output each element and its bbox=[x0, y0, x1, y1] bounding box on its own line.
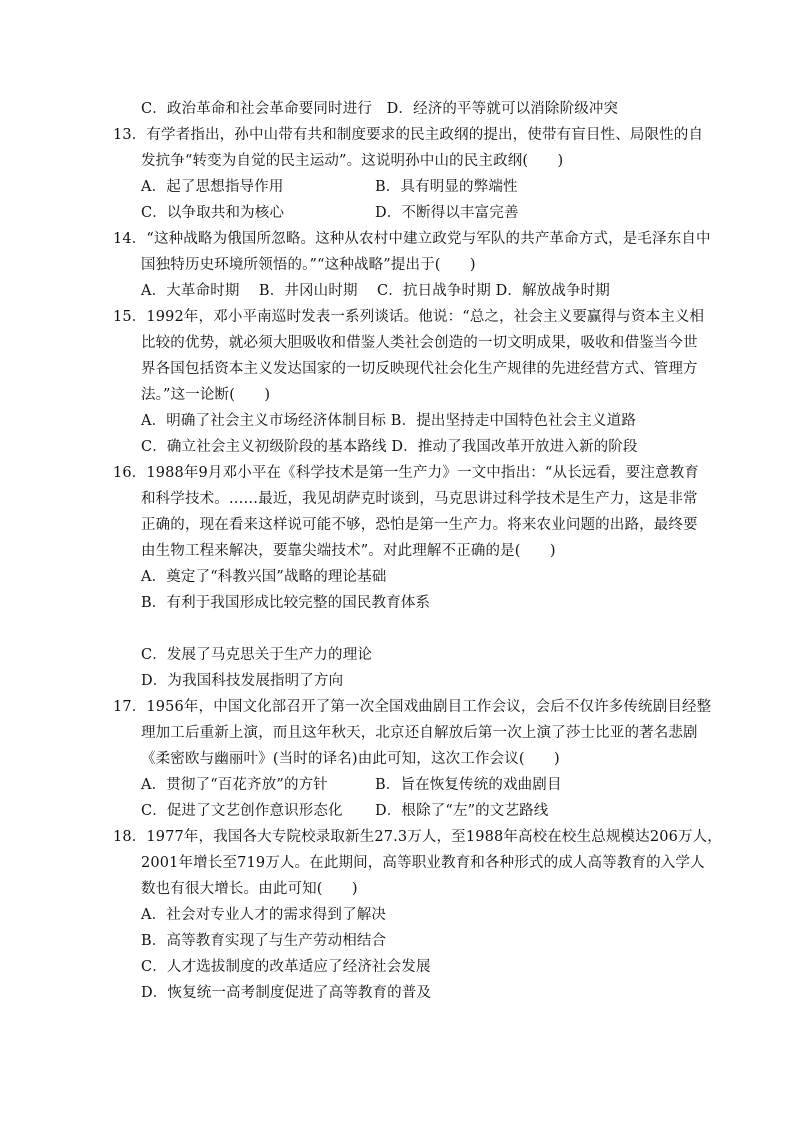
q16-stem-line-4: 由生物工程来解决，要靠尖端技术”。对此理解不正确的是( ) bbox=[141, 543, 556, 559]
q15-options-ab: A．明确了社会主义市场经济体制目标 B．提出坚持走中国特色社会主义道路 bbox=[141, 413, 636, 429]
q17-stem-line-3: 《柔密欧与幽丽叶》(当时的译名)由此可知，这次工作会议( ) bbox=[141, 751, 560, 767]
q18-stem-line-3: 数也有很大增长。由此可知( ) bbox=[141, 881, 358, 897]
q13-option-a: A．起了思想指导作用 bbox=[141, 179, 284, 195]
q15-options-cd: C．确立社会主义初级阶段的基本路线 D．推动了我国改革开放进入新的阶段 bbox=[141, 439, 638, 455]
q18-option-a: A．社会对专业人才的需求得到了解决 bbox=[141, 907, 387, 923]
q18-option-b: B．高等教育实现了与生产劳动相结合 bbox=[141, 933, 387, 949]
q15-stem-line-4: 法。”这一论断( ) bbox=[141, 387, 271, 403]
q16-stem-line-1: 16．1988年9月邓小平在《科学技术是第一生产力》一文中指出：“从长远看，要注意教育 bbox=[113, 465, 699, 481]
q18-stem-line-2: 2001年增长至719万人。在此期间，高等职业教育和各种形式的成人高等教育的入学人 bbox=[141, 855, 705, 871]
q17-stem-line-1: 17．1956年，中国文化部召开了第一次全国戏曲剧目工作会议，会后不仅许多传统剧目经整 bbox=[113, 699, 712, 715]
q17-stem-line-2: 理加工后重新上演，而且这年秋天，北京还自解放后第一次上演了莎士比亚的著名悲剧 bbox=[141, 725, 698, 741]
q14-options: A．大革命时期 B．井冈山时期 C．抗日战争时期 D．解放战争时期 bbox=[141, 283, 610, 299]
q16-option-b: B．有利于我国形成比较完整的国民教育体系 bbox=[141, 595, 431, 611]
q14-stem-line-2: 国独特历史环境所领悟的。”“这种战略”提出于( ) bbox=[141, 257, 476, 273]
q15-stem-line-2: 比较的优势，就必须大胆吸收和借鉴人类社会创造的一切文明成果，吸收和借鉴当今世 bbox=[141, 335, 698, 351]
q13-option-b: B．具有明显的弊端性 bbox=[375, 179, 518, 195]
q14-stem-line-1: 14．“这种战略为俄国所忽略。这种从农村中建立政党与军队的共产革命方式，是毛泽东自中 bbox=[113, 231, 711, 247]
q18-option-d: D．恢复统一高考制度促进了高等教育的普及 bbox=[141, 985, 432, 1001]
q18-stem-line-1: 18．1977年，我国各大专院校录取新生27.3万人，至1988年高校在校生总规模达206万人， bbox=[113, 829, 722, 845]
q17-option-a: A．贯彻了“百花齐放”的方针 bbox=[141, 777, 328, 793]
q17-option-c: C．促进了文艺创作意识形态化 bbox=[141, 803, 343, 819]
q17-option-b: B．旨在恢复传统的戏曲剧目 bbox=[375, 777, 562, 793]
q12-options-cd: C．政治革命和社会革命要同时进行 D．经济的平等就可以消除阶级冲突 bbox=[141, 101, 619, 117]
q15-stem-line-1: 15．1992年，邓小平南巡时发表一系列谈话。他说：“总之，社会主义要赢得与资本主义相 bbox=[113, 309, 705, 325]
q16-option-a: A．奠定了“科教兴国”战略的理论基础 bbox=[141, 569, 387, 585]
q16-option-c: C．发展了马克思关于生产力的理论 bbox=[141, 647, 372, 663]
q17-option-d: D．根除了“左”的文艺路线 bbox=[375, 803, 549, 819]
q13-option-d: D．不断得以丰富完善 bbox=[375, 205, 519, 221]
q15-stem-line-3: 界各国包括资本主义发达国家的一切反映现代社会化生产规律的先进经营方式、管理方 bbox=[141, 361, 698, 377]
q13-option-c: C．以争取共和为核心 bbox=[141, 205, 285, 221]
q18-option-c: C．人才选拔制度的改革适应了经济社会发展 bbox=[141, 959, 431, 975]
q13-stem-line-1: 13．有学者指出，孙中山带有共和制度要求的民主政纲的提出，使带有盲目性、局限性的自 bbox=[113, 127, 704, 143]
q16-option-d: D．为我国科技发展指明了方向 bbox=[141, 673, 344, 689]
q16-stem-line-2: 和科学技术。……最近，我见胡萨克时谈到，马克思讲过科学技术是生产力，这是非常 bbox=[141, 491, 698, 507]
q13-stem-line-2: 发抗争“转变为自觉的民主运动”。这说明孙中山的民主政纲( ) bbox=[141, 153, 564, 169]
q16-stem-line-3: 正确的，现在看来这样说可能不够，恐怕是第一生产力。将来农业问题的出路，最终要 bbox=[141, 517, 698, 533]
